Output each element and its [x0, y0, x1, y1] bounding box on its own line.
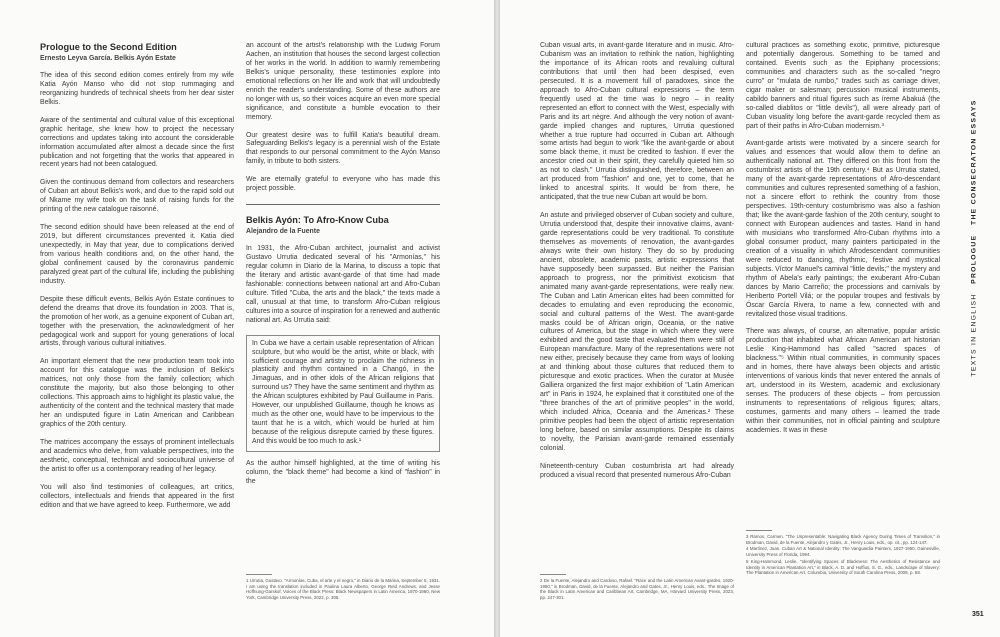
paragraph: Avant-garde artists were motivated by a sincere search for values and essences that would allow them to define an authentically national art. They differed on this front from the costumbrist artists of the 19th century.⁴ But as Urrutia stated, many of the avant-garde representations of Afro-descendant communities and cultures represented something of a fashion, not a sincere effort to rethink the country from those perspectives. 19th-century costumbrismo was also a fashion that; like the avant-garde fashion of the 20th century, sought to connect with European audiences and tastes. Hand in hand with musicians who transformed Afro-Cuban rhythms into a global consumer product, many painters participated in the creation of a visuality in which Afrodescendant communities were reduced to dancing, rhythmic, festive and mystical subjects. Víctor Manuel's carnival "little devils;" the mystery and rhythm of Abela's early paintings; the exuberant Afro-Cuban dances by Mario Carreño; the processions and carnivals by Heriberto Portell Vilá; or the popular troupes and festivals by Óscar García Rivera, to name a few, connected with and revitalized those visual traditions.: [746, 140, 940, 318]
prologue-title: Prologue to the Second Edition: [40, 42, 177, 52]
left-page: [0, 0, 494, 637]
paragraph: Our greatest desire was to fulfill Katia's beautiful dream. Safeguarding Belkis's legacy is a perennial wish of the Estate that responds to our personal commitment to the Ayón Manso family, in tribute to both sisters.: [246, 131, 440, 166]
block-quote: In Cuba we have a certain usable representation of African sculpture, but who would be the artist, white or black, with sufficient courage and artistry to proclaim the richness in plasticity and rhythm contained in a Changó, in the Jimaguas, and in other idols of the African religions that surround us? They have the same sentiment and rhythm as the African sculptures exhibited by Paul Guillaume in Paris. However, our unpublished Guillaume, though he knows as much as the other one, would have to be impervious to the taunt that he is a witch, which would be hurled at him because of the religious disrepute carried by these figures. And this would be too much to ask.¹: [246, 335, 440, 452]
right-page: [500, 0, 1000, 637]
paragraph: The second edition should have been released at the end of 2019, but different circumstances prevented it. Katia died unexpectedly, in May that year, due to complications derived from various health conditions and, on the other hand, the global confinement caused by the coronavirus pandemic paralyzed great part of the cultural life, including the publishing industry.: [40, 224, 234, 285]
footnotes: [246, 570, 440, 602]
header-section: TEXTS IN ENGLISH: [970, 293, 978, 377]
header-section-bold: THE CONSECRATON ESSAYS: [970, 99, 978, 225]
running-header-text: [971, 99, 978, 376]
right-column-2: [746, 42, 940, 629]
paragraph: An astute and privileged observer of Cuban society and culture, Urrutia understood that, despite their innovative claims, avant-garde representations could be very traditional. To constitute themselves as movements of renovation, the avant-gardes always write their own history. They do so by producing ancient, obsolete, academic pasts, artistic expressions that have supposedly been surpassed. But neither the Parisian approach to progress, nor the primitivist exoticism that animated many avant-garde representations, were really new. The Cuban and Latin American elites had been committed for decades to emulating and even reproducing the economic, social and cultural patterns of the West. The avant-garde masks could be of African origin, Oceania, or the native cultures of America, but the stage in which where they were exhibited and the good taste that evaluated them were still of European manufacture. Many of the representations were not new either, precisely because they came from ways of looking at and thinking about those cultures that reduced them to picturesque and exotic practices. When the curator at Musée Galliera organized the first major exhibition of "Latin American art" in Paris in 1924, he explained that it constituted one of the "three branches of the art of primitive peoples" in the world, which included Africa, Oceania and the Americas.² These primitive peoples had been the object of artistic representation long before, based on similar assumptions. Despite its claims to novelty, the Parisian avant-garde remained essentially colonial.: [540, 212, 734, 452]
section-divider: [246, 204, 440, 205]
page-number: 351: [972, 611, 984, 618]
footnotes: [746, 526, 940, 577]
paragraph: Aware of the sentimental and cultural value of this exceptional graphic heritage, she knew how to project the necessary corrections and updates taking into account the considerable information accumulated after almost a decade since the first publication and not forgetting that the works that appeared in recent years had not been catalogued.: [40, 116, 234, 169]
essay-author: Alejandro de la Fuente: [246, 228, 320, 236]
paragraph: An important element that the new production team took into account for this catalogue was the inclusion of Belkis's matrices, not only those from the family collection; which constitute the majority, but also those belonging to other collections. This approach aims to highlight its plastic value, the authenticity of the content and the technical mastery that made her an undisputed figure in Latin American and Caribbean graphics of the 20th century.: [40, 358, 234, 429]
paragraph: The idea of this second edition comes entirely from my wife Katia Ayón Manso who did not stop rummaging and reorganizing hundreds of technical sheets from her dear sister Belkis.: [40, 71, 234, 106]
paragraph: As the author himself highlighted, at the time of writing his column, the "black theme" had become a kind of "fashion" in the: [246, 460, 440, 485]
right-column-1: [540, 42, 734, 629]
footnote: 5 King-Hammond, Leslie. "Identifying Spaces of Blackness: The Aesthetics of Resistance and Identity in American Plantation Art," in Black, A. D. and Hoffius, S. G., eds., Landscape of Slavery: The Plantation in American Art, Columbia, University of South Carolina Press, 2008, p. 58.: [746, 558, 940, 576]
paragraph: In 1931, the Afro-Cuban architect, journalist and activist Gustavo Urrutia dedicated several of his "Armonías," his regular column in Diario de la Marina, to discuss a topic that the literary and artistic avant-garde of that time had made fashionable: connections between national art and Afro-Cuban culture. Titled "Cuba, the arts and the black," the texts made a call, unusual at that time, to transform Afro-Cuban religious cultures into a source of inspiration for a renewed and authentic national art. As Urrutia said:: [246, 245, 440, 324]
paragraph: There was always, of course, an alternative, popular artistic production that inhabited what African American art historian Leslie King-Hammond has called "sacred spaces of blackness."⁵ Within ritual communities, in community spaces and in homes, there have always been objects and artistic interventions of various kinds that never entered the annals of art, understood in its Western, academic and exclusionary senses. The producers of these objects – from percussion instruments to representations of religious figures; altars, costumes, garments and many others – learned the trade within their communities, not in official painting and sculpture academies. It was in these: [746, 328, 940, 434]
paragraph: The matrices accompany the essays of prominent intellectuals and academics who delve, from valuable perspectives, into the aesthetic, conceptual, technical and sociocultural universe of the artist to offer us a contemporary reading of her legacy.: [40, 438, 234, 473]
left-column-2: [246, 42, 440, 629]
footnote: 3 Ramos, Carmen. "The Unpresentable: Navigating Black Agency During Times of Transition," in Brodman, David, de la Fuente, Alejandro y Gates, Jr., Henry Louis, eds., op. cit., pp. 124-147.: [746, 534, 940, 545]
footnote-rule: [540, 574, 566, 575]
footnote: 4 Martínez, Juan. Cuban Art & National Identity: The Vanguardia Painters, 1927-1950, Gainesville, University Press of Florida, 1994.: [746, 546, 940, 558]
paragraph: Nineteenth-century Cuban costumbrista art had already produced a visual record that presented numerous Afro-Cuban: [540, 462, 734, 479]
paragraph: You will also find testimonies of colleagues, art critics, collectors, intellectuals and friends that appeared in the first edition and that we have agreed to keep. Furthermore, we add: [40, 483, 234, 509]
paragraph: an account of the artist's relationship with the Ludwig Forum Aachen, an institution that houses the second largest collection of her works in the world. In addition to warmly remembering Belkis's unique personality, these testimonies explore into emotional reflections on her life and work that will undoubtedly enrich the reader's understanding. Some of these authors are no longer with us, so their voices acquire an even more special significance, and constitute a humble evocation to their memory.: [246, 42, 440, 121]
paragraph: Despite these difficult events, Belkis Ayón Estate continues to defend the dreams that drove its foundation in 2003. That is, the promotion of her work, as a genuine exponent of Cuban art, together with the preservation, the acknowledgment of her pedagogical work and support for young generations of local artists, through various cultural initiatives.: [40, 295, 234, 348]
footnote-rule: [246, 574, 272, 575]
prologue-author: Ernesto Leyva García. Belkis Ayón Estate: [40, 55, 176, 62]
paragraph: cultural practices as something exotic, primitive, picturesque and potentially dangerous. Something to be tamed and contained. Events such as the Epiphany processions; communities and characters such as the so-called "negro curro" or "mulata de rumbo," trades such as carriage driver, cigar maker or salesman; percussion musical instruments, cabildo banners and ritual figures such as íreme Abakuá (the so-called diablitos or "little devils"), all were already part of Cuban visuality long before the avant-garde recycled them as part of their paths in Afro-Cuban modernism.³: [746, 42, 940, 130]
footnote: 1 Urrutia, Gustavo. "Armonías. Cuba, el arte y el negro," in Diario de la Marina, September 5, 1931. I am using the translation included in Paulina Laura Alberto, George Reid Andrews, and Jesse Hoffnung-Garskof, Voices of the Black Press: Black Newspapers in Latin America, 1870-1960, New York, Cambridge University Press, 2022, p. 305.: [246, 578, 440, 601]
paragraph: We are eternally grateful to everyone who has made this project possible.: [246, 176, 440, 193]
footnotes: [540, 570, 734, 602]
header-section-bold: PROLOGUE: [970, 234, 978, 284]
essay-title: Belkis Ayón: To Afro-Know Cuba: [246, 215, 389, 226]
left-column-1: [40, 42, 234, 629]
footnote: 2 De la Fuente, Alejandro and Cardoso, Rafael. "Race and the Latin American Avant-gardes, 1920-1950," in Brodman, David, de la Fuente, Alejandro and Gates, Jr., Henry Louis, eds., The Image of the Black in Latin American and Caribbean Art, Cambridge, MA, Harvard University Press, 2023, pp. 247-301.: [540, 578, 734, 601]
footnote-rule: [746, 530, 772, 531]
paragraph: Cuban visual arts, in avant-garde literature and in music. Afro-Cubanism was an invitation to rethink the nation, highlighting the importance of its African roots and revaluing cultural contributions that until then had been despised, even persecuted. It is a movement full of paradoxes, since the approach to Afro-Cuban cultural expressions – the term frequently used at the time was lo negro – in reality represented an effort to connect with the West, especially with Paris and its art nègre. And although the very notion of avant-garde implied changes and ruptures, Urrutia questioned whether a true rupture had occurred in Cuban art. Although some artists had begun to work "like the avant-garde or about some black theme, it must be credited to fashion. If ever the ancestor cried out in their spirit, they carefully quieted him so as not to clash." Urrutia distinguished, therefore, between an art produced from "fashion" and one, yet to come, that he linked to ancestral spirits. It would be from there, he anticipated, that the true new Cuban art would be born.: [540, 42, 734, 202]
running-header: [966, 18, 982, 458]
paragraph: Given the continuous demand from collectors and researchers of Cuban art about Belkis's work, and due to the rapid sold out of Nkame my wife took on the task of raising funds for the printing of the new catalogue raisonné.: [40, 179, 234, 214]
